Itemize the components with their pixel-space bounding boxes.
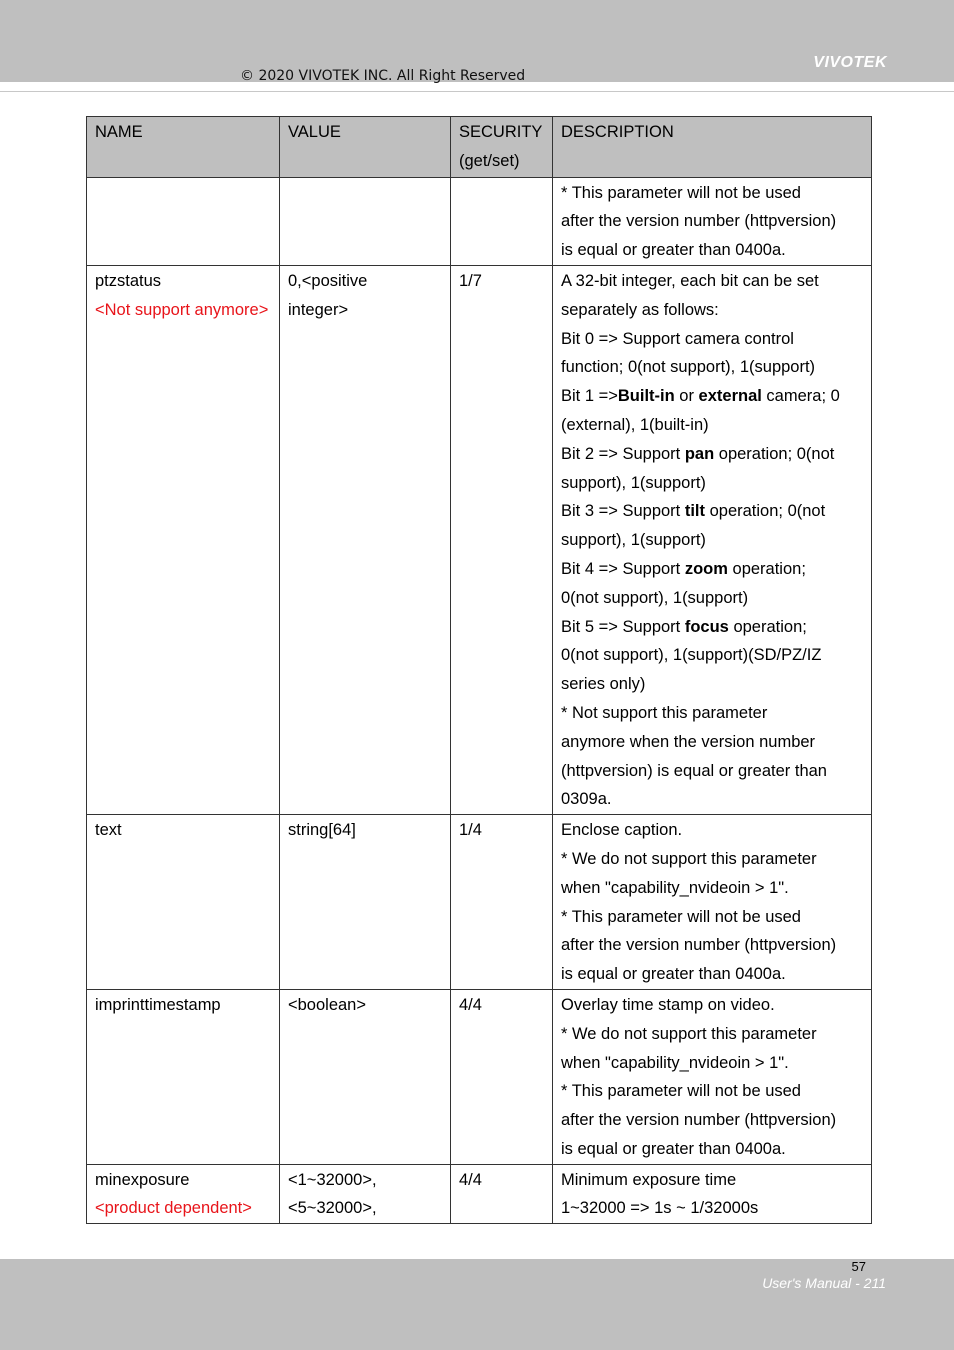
desc-line: * We do not support this parameter [561,849,817,868]
value-line: integer> [288,300,349,319]
desc-text: camera; 0 [761,387,840,406]
value-line: 0,<positive [288,271,368,290]
desc-line: Minimum exposure time [561,1170,737,1189]
desc-line: * This parameter will not be used [561,907,801,926]
desc-line: after the version number (httpversion) [561,1111,837,1130]
cell-value: string[64] [280,815,451,990]
cell-name: imprinttimestamp [87,989,280,1164]
desc-line: is equal or greater than 0400a. [561,241,786,260]
header-band [0,0,954,82]
desc-line: Overlay time stamp on video. [561,995,775,1014]
value-line: <5~32000>, [288,1199,377,1218]
table-row [87,1164,872,1224]
table-row [87,815,872,990]
cell-description [553,815,872,990]
cell-description [553,265,872,814]
desc-line [561,555,871,584]
page-number: 57 [851,1259,866,1274]
desc-bold: zoom [684,559,728,578]
manual-page-label: User's Manual - 211 [762,1275,886,1291]
desc-line: * This parameter will not be used [561,183,801,202]
cell-security: 1/7 [451,265,553,814]
value-line: <1~32000>, [288,1170,377,1189]
param-name: minexposure [95,1170,190,1189]
desc-line: series only) [561,675,646,694]
desc-line: (external), 1(built-in) [561,415,709,434]
cell-value: <boolean> [280,989,451,1164]
desc-text: Bit 1 => [561,387,618,406]
desc-line: after the version number (httpversion) [561,212,837,231]
cell-value [280,1164,451,1224]
header-security [451,117,553,178]
desc-line: (httpversion) is equal or greater than [561,761,827,780]
cell-name [87,177,280,265]
desc-text: operation; 0(not [714,444,835,463]
desc-line: is equal or greater than 0400a. [561,965,786,984]
desc-line: 0(not support), 1(support) [561,588,749,607]
desc-line: 0(not support), 1(support)(SD/PZ/IZ [561,646,822,665]
brand-logo: VIVOTEK [813,54,887,71]
header-security-sub: (get/set) [459,151,520,170]
cell-security: 4/4 [451,1164,553,1224]
desc-line: support), 1(support) [561,531,706,550]
desc-line: when "capability_nvideoin > 1". [561,878,789,897]
desc-line: Bit 0 => Support camera control [561,329,794,348]
desc-bold: external [698,387,762,406]
desc-bold: tilt [684,502,706,521]
desc-line: when "capability_nvideoin > 1". [561,1053,789,1072]
desc-line: * We do not support this parameter [561,1024,817,1043]
desc-bold: Built-in [617,387,675,406]
desc-text: Bit 5 => Support [561,617,685,636]
table-header-row [87,117,872,178]
desc-line: after the version number (httpversion) [561,936,837,955]
desc-text: Bit 4 => Support [561,559,685,578]
desc-text: Bit 3 => Support [561,502,685,521]
desc-line: support), 1(support) [561,473,706,492]
cell-description [553,1164,872,1224]
desc-line [561,382,871,411]
header-security-label: SECURITY [459,123,543,141]
header-name: NAME [87,117,280,178]
copyright-text: © 2020 VIVOTEK INC. All Right Reserved [240,68,526,84]
header-value: VALUE [280,117,451,178]
cell-name: text [87,815,280,990]
desc-text: or [674,387,699,406]
cell-name [87,1164,280,1224]
desc-bold: pan [684,444,715,463]
footer-band [0,1259,954,1350]
desc-bold: focus [684,617,729,636]
cell-description [553,177,872,265]
cell-name [87,265,280,814]
desc-line: anymore when the version number [561,732,816,751]
desc-line: 0309a. [561,790,612,809]
desc-line [561,440,871,469]
param-name: ptzstatus [95,271,162,290]
cell-security [451,177,553,265]
header-divider [0,91,954,92]
desc-text: operation; [727,559,806,578]
desc-line: separately as follows: [561,300,719,319]
cell-security: 1/4 [451,815,553,990]
cell-value [280,265,451,814]
desc-text: operation; [728,617,807,636]
cell-value [280,177,451,265]
desc-line: A 32-bit integer, each bit can be set [561,271,819,290]
desc-line: * Not support this parameter [561,703,768,722]
desc-line: 1~32000 => 1s ~ 1/32000s [561,1199,759,1218]
param-note: <product dependent> [95,1199,252,1218]
table-row [87,265,872,814]
desc-line [561,613,871,642]
header-description: DESCRIPTION [553,117,872,178]
desc-text: Bit 2 => Support [561,444,685,463]
parameter-table [86,116,872,1224]
table-row [87,177,872,265]
desc-line [561,497,871,526]
desc-line: function; 0(not support), 1(support) [561,358,816,377]
desc-line: * This parameter will not be used [561,1082,801,1101]
desc-line: is equal or greater than 0400a. [561,1139,786,1158]
desc-text: operation; 0(not [705,502,826,521]
cell-security: 4/4 [451,989,553,1164]
param-note: <Not support anymore> [95,300,269,319]
desc-line: Enclose caption. [561,821,683,840]
table-row [87,989,872,1164]
cell-description [553,989,872,1164]
